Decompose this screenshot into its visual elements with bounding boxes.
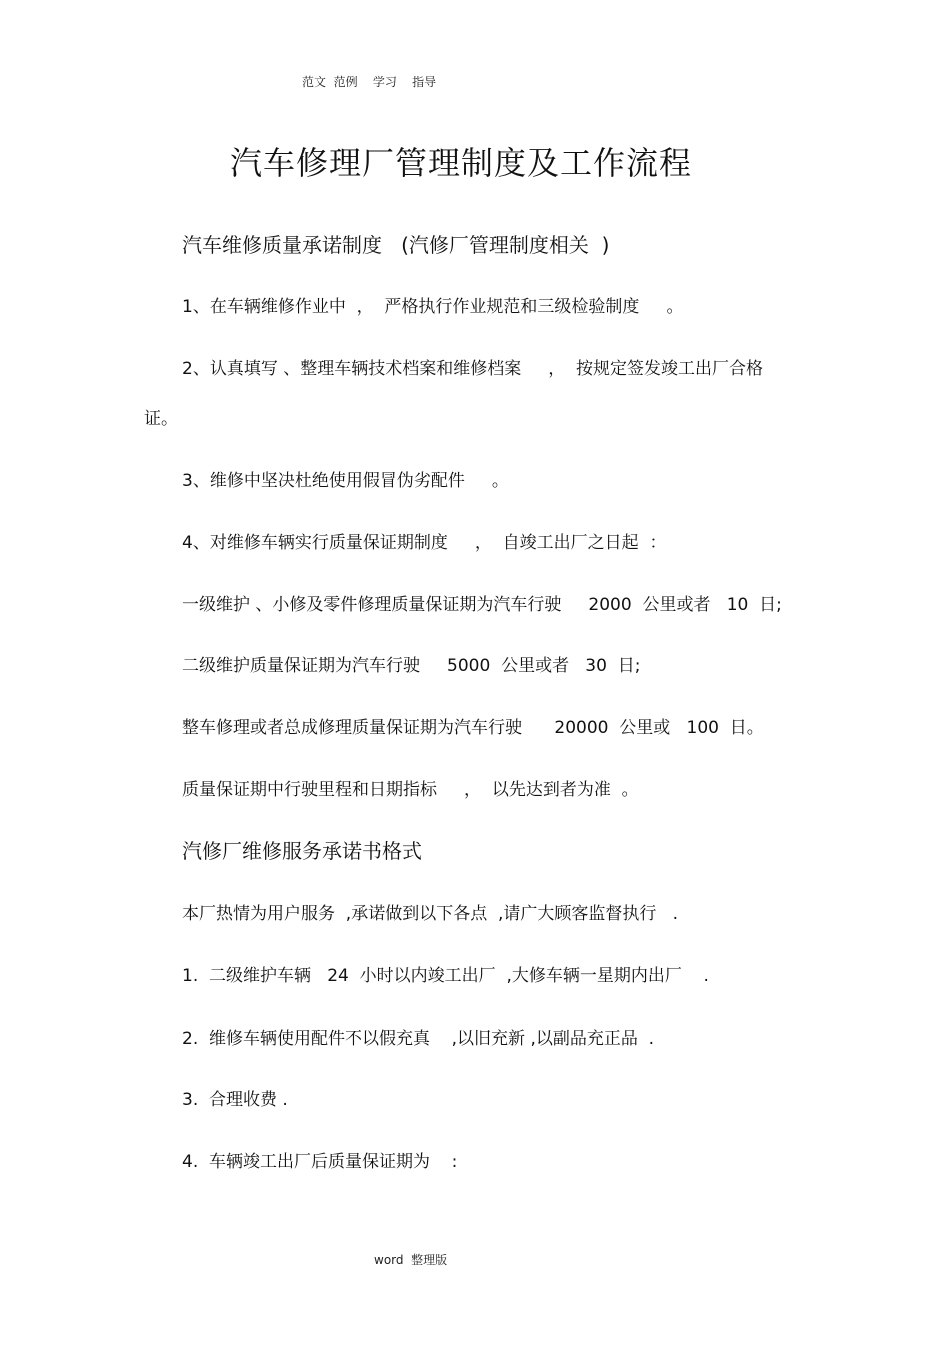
section-heading-quality-commitment: 汽车维修质量承诺制度 (汽修厂管理制度相关 ) <box>182 233 610 257</box>
paragraph-line: 质量保证期中行驶里程和日期指标 ， 以先达到者为准 。 <box>182 780 639 800</box>
paragraph-line-continued: 证。 <box>144 409 178 429</box>
paragraph-line: 4、对维修车辆实行质量保证期制度 ， 自竣工出厂之日起 ： <box>182 533 667 553</box>
paragraph-line: 二级维护质量保证期为汽车行驶 5000 公里或者 30 日; <box>182 656 641 676</box>
list-item: 4. 车辆竣工出厂后质量保证期为 : <box>182 1152 458 1172</box>
page-header: 范文 范例 学习 指导 <box>302 75 437 89</box>
list-item: 3. 合理收费 . <box>182 1090 288 1110</box>
list-item: 1. 二级维护车辆 24 小时以内竣工出厂 ,大修车辆一星期内出厂 . <box>182 966 709 986</box>
paragraph-line: 一级维护 、小修及零件修理质量保证期为汽车行驶 2000 公里或者 10 日; <box>182 595 782 615</box>
section-heading-service-commitment: 汽修厂维修服务承诺书格式 <box>182 839 422 863</box>
paragraph-line: 1、在车辆维修作业中 ， 严格执行作业规范和三级检验制度 。 <box>182 297 684 317</box>
paragraph-line: 本厂热情为用户服务 ,承诺做到以下各点 ,请广大顾客监督执行 . <box>182 904 679 924</box>
list-item: 2. 维修车辆使用配件不以假充真 ,以旧充新 ,以副品充正品 . <box>182 1029 655 1049</box>
paragraph-line: 整车修理或者总成修理质量保证期为汽车行驶 20000 公里或 100 日。 <box>182 718 764 738</box>
document-title: 汽车修理厂管理制度及工作流程 <box>230 144 693 182</box>
paragraph-line: 2、认真填写 、整理车辆技术档案和维修档案 ， 按规定签发竣工出厂合格 <box>182 359 764 379</box>
page-footer: word 整理版 <box>374 1253 448 1267</box>
paragraph-line: 3、维修中坚决杜绝使用假冒伪劣配件 。 <box>182 471 509 491</box>
